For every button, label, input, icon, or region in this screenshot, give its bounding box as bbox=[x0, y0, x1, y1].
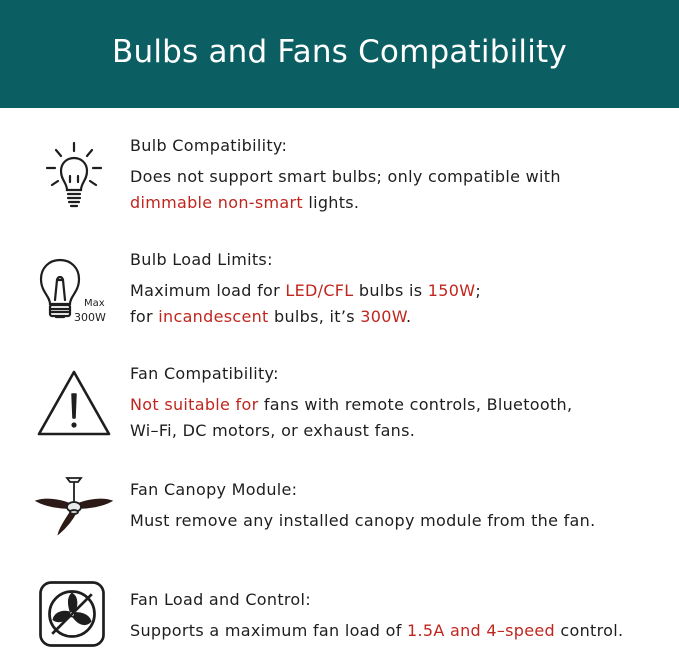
item-body bbox=[130, 508, 660, 534]
item-body bbox=[130, 392, 660, 444]
item-body bbox=[130, 164, 660, 216]
body-highlight: LED/CFL bbox=[285, 281, 354, 300]
body-text: . bbox=[405, 307, 412, 326]
incandescent-bulb-icon bbox=[34, 250, 114, 330]
lightbulb-icon bbox=[34, 138, 114, 218]
page-title: Bulbs and Fans Compatibility bbox=[112, 34, 567, 70]
item-text bbox=[130, 136, 660, 216]
no-fan-icon bbox=[36, 578, 108, 650]
item-body bbox=[130, 618, 660, 644]
body-text: bulbs, it’s bbox=[268, 307, 361, 326]
body-text: Must remove any installed canopy module from the fan. bbox=[130, 511, 596, 530]
body-highlight: dimmable non-smart bbox=[130, 193, 303, 212]
icon-label-max: Max bbox=[84, 298, 105, 309]
body-highlight: Not suitable for bbox=[130, 395, 259, 414]
item-title: Fan Load and Control: bbox=[130, 590, 311, 609]
body-text: Supports a maximum fan load of bbox=[130, 621, 408, 640]
body-text: Maximum load for bbox=[130, 281, 286, 300]
body-highlight: 1.5A and 4–speed bbox=[407, 621, 556, 640]
body-text: ; bbox=[475, 281, 482, 300]
ceiling-fan-icon bbox=[34, 470, 114, 550]
item-text bbox=[130, 480, 660, 534]
body-text: bulbs is bbox=[353, 281, 428, 300]
body-text: control. bbox=[555, 621, 624, 640]
item-body bbox=[130, 278, 660, 330]
header-banner bbox=[0, 0, 679, 108]
body-highlight: 150W bbox=[427, 281, 476, 300]
item-text bbox=[130, 250, 660, 330]
item-text bbox=[130, 590, 660, 644]
icon-label-watt: 300W bbox=[74, 311, 106, 324]
item-title: Bulb Compatibility: bbox=[130, 136, 288, 155]
body-text: fans with remote controls, Bluetooth, bbox=[258, 395, 573, 414]
body-text: Does not support smart bulbs; only compatible with bbox=[130, 167, 561, 186]
body-text: lights. bbox=[302, 193, 360, 212]
body-text: Wi–Fi, DC motors, or exhaust fans. bbox=[130, 421, 416, 440]
item-title: Bulb Load Limits: bbox=[130, 250, 273, 269]
item-title: Fan Canopy Module: bbox=[130, 480, 298, 499]
item-title: Fan Compatibility: bbox=[130, 364, 279, 383]
body-highlight: incandescent bbox=[158, 307, 269, 326]
item-text bbox=[130, 364, 660, 444]
body-highlight: 300W bbox=[360, 307, 406, 326]
body-text: for bbox=[130, 307, 159, 326]
warning-icon bbox=[34, 364, 114, 444]
